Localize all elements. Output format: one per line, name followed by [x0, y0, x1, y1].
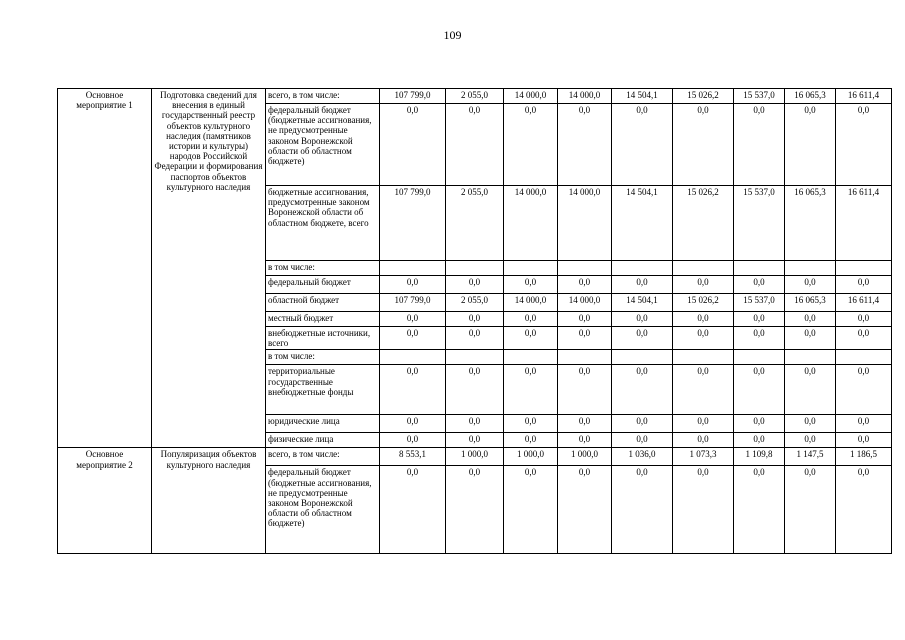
amount-cell: 0,0: [785, 415, 836, 433]
funding-source-cell: областной бюджет: [266, 294, 380, 312]
amount-cell: 0,0: [380, 276, 446, 294]
amount-cell: 0,0: [612, 415, 673, 433]
amount-cell: [380, 350, 446, 365]
amount-cell: 0,0: [734, 433, 785, 448]
amount-cell: [612, 350, 673, 365]
amount-cell: 107 799,0: [380, 186, 446, 261]
amount-cell: 1 000,0: [504, 448, 558, 466]
amount-cell: 0,0: [446, 365, 504, 415]
amount-cell: 2 055,0: [446, 186, 504, 261]
funding-source-cell: территориальные государственные внебюджетные фонды: [266, 365, 380, 415]
amount-cell: 0,0: [734, 327, 785, 350]
amount-cell: 0,0: [380, 433, 446, 448]
amount-cell: 16 065,3: [785, 89, 836, 104]
amount-cell: 15 537,0: [734, 186, 785, 261]
amount-cell: 0,0: [504, 415, 558, 433]
amount-cell: [558, 350, 612, 365]
amount-cell: 0,0: [380, 415, 446, 433]
amount-cell: 0,0: [446, 312, 504, 327]
amount-cell: 0,0: [734, 312, 785, 327]
funding-source-cell: внебюджетные источники, всего: [266, 327, 380, 350]
table-row: [58, 89, 892, 104]
amount-cell: 1 073,3: [673, 448, 734, 466]
amount-cell: 1 036,0: [612, 448, 673, 466]
amount-cell: 16 065,3: [785, 294, 836, 312]
event-name-cell: Основное мероприятие 2: [58, 448, 152, 554]
funding-source-cell: федеральный бюджет (бюджетные ассигнования, не предусмотренные законом Воронежской области об областном бюджете): [266, 466, 380, 554]
amount-cell: [558, 261, 612, 276]
amount-cell: [785, 350, 836, 365]
amount-cell: 0,0: [446, 327, 504, 350]
amount-cell: 0,0: [446, 466, 504, 554]
amount-cell: 0,0: [785, 327, 836, 350]
amount-cell: 16 065,3: [785, 186, 836, 261]
amount-cell: [836, 350, 892, 365]
amount-cell: 0,0: [558, 433, 612, 448]
amount-cell: 8 553,1: [380, 448, 446, 466]
amount-cell: 15 026,2: [673, 294, 734, 312]
amount-cell: 0,0: [612, 365, 673, 415]
amount-cell: 0,0: [612, 466, 673, 554]
amount-cell: 0,0: [446, 276, 504, 294]
amount-cell: 0,0: [504, 365, 558, 415]
amount-cell: 1 186,5: [836, 448, 892, 466]
funding-source-cell: всего, в том числе:: [266, 448, 380, 466]
amount-cell: 0,0: [380, 327, 446, 350]
amount-cell: 14 000,0: [558, 186, 612, 261]
amount-cell: 0,0: [612, 327, 673, 350]
funding-source-cell: в том числе:: [266, 261, 380, 276]
funding-source-cell: в том числе:: [266, 350, 380, 365]
funding-source-cell: бюджетные ассигнования, предусмотренные законом Воронежской области об областном бюджете, всего: [266, 186, 380, 261]
table-row: [58, 448, 892, 466]
amount-cell: 0,0: [785, 312, 836, 327]
amount-cell: 14 504,1: [612, 294, 673, 312]
amount-cell: [446, 261, 504, 276]
event-name-cell: Основное мероприятие 1: [58, 89, 152, 448]
amount-cell: 14 000,0: [504, 89, 558, 104]
amount-cell: [734, 261, 785, 276]
amount-cell: 14 000,0: [558, 294, 612, 312]
amount-cell: 2 055,0: [446, 89, 504, 104]
amount-cell: 0,0: [673, 327, 734, 350]
amount-cell: 15 537,0: [734, 89, 785, 104]
amount-cell: 0,0: [673, 466, 734, 554]
amount-cell: 0,0: [785, 104, 836, 186]
amount-cell: 0,0: [734, 276, 785, 294]
amount-cell: 0,0: [836, 104, 892, 186]
amount-cell: [785, 261, 836, 276]
amount-cell: [673, 350, 734, 365]
amount-cell: 0,0: [836, 276, 892, 294]
amount-cell: 0,0: [785, 365, 836, 415]
page-number: 109: [443, 28, 462, 42]
amount-cell: 0,0: [558, 312, 612, 327]
amount-cell: 0,0: [673, 415, 734, 433]
amount-cell: 16 611,4: [836, 89, 892, 104]
funding-source-cell: юридические лица: [266, 415, 380, 433]
amount-cell: 2 055,0: [446, 294, 504, 312]
amount-cell: [504, 350, 558, 365]
amount-cell: 0,0: [504, 104, 558, 186]
amount-cell: 15 026,2: [673, 89, 734, 104]
amount-cell: 0,0: [673, 104, 734, 186]
amount-cell: 0,0: [446, 415, 504, 433]
amount-cell: 0,0: [446, 104, 504, 186]
amount-cell: 0,0: [734, 104, 785, 186]
amount-cell: 0,0: [558, 365, 612, 415]
amount-cell: 0,0: [673, 433, 734, 448]
amount-cell: 0,0: [380, 466, 446, 554]
budget-table: [57, 88, 892, 554]
amount-cell: 1 000,0: [446, 448, 504, 466]
amount-cell: 0,0: [836, 433, 892, 448]
amount-cell: 1 000,0: [558, 448, 612, 466]
amount-cell: [612, 261, 673, 276]
amount-cell: 0,0: [558, 276, 612, 294]
amount-cell: 0,0: [836, 365, 892, 415]
amount-cell: 0,0: [558, 466, 612, 554]
amount-cell: 0,0: [612, 104, 673, 186]
amount-cell: 0,0: [836, 312, 892, 327]
amount-cell: [836, 261, 892, 276]
amount-cell: 14 504,1: [612, 186, 673, 261]
amount-cell: 0,0: [446, 433, 504, 448]
amount-cell: 0,0: [673, 365, 734, 415]
amount-cell: 0,0: [558, 415, 612, 433]
amount-cell: [380, 261, 446, 276]
amount-cell: 0,0: [612, 433, 673, 448]
amount-cell: 0,0: [673, 312, 734, 327]
amount-cell: [673, 261, 734, 276]
amount-cell: 14 000,0: [504, 294, 558, 312]
amount-cell: 14 000,0: [504, 186, 558, 261]
amount-cell: 0,0: [836, 415, 892, 433]
amount-cell: 107 799,0: [380, 89, 446, 104]
amount-cell: 16 611,4: [836, 294, 892, 312]
funding-source-cell: всего, в том числе:: [266, 89, 380, 104]
amount-cell: 107 799,0: [380, 294, 446, 312]
amount-cell: 14 504,1: [612, 89, 673, 104]
funding-source-cell: физические лица: [266, 433, 380, 448]
amount-cell: 0,0: [558, 104, 612, 186]
amount-cell: 0,0: [734, 415, 785, 433]
amount-cell: 0,0: [785, 276, 836, 294]
amount-cell: 15 026,2: [673, 186, 734, 261]
table-body: [58, 89, 892, 554]
amount-cell: 0,0: [673, 276, 734, 294]
amount-cell: 15 537,0: [734, 294, 785, 312]
amount-cell: [734, 350, 785, 365]
funding-source-cell: федеральный бюджет: [266, 276, 380, 294]
funding-source-cell: местный бюджет: [266, 312, 380, 327]
amount-cell: 0,0: [504, 327, 558, 350]
amount-cell: [504, 261, 558, 276]
amount-cell: 0,0: [504, 433, 558, 448]
amount-cell: 0,0: [836, 327, 892, 350]
amount-cell: 0,0: [612, 312, 673, 327]
event-description-cell: Подготовка сведений для внесения в единый государственный реестр объектов культурного наследия (памятников истории и культуры) народов Российской Федерации и формирования паспортов объектов культурного наследия: [152, 89, 266, 448]
amount-cell: 0,0: [836, 466, 892, 554]
amount-cell: 0,0: [380, 365, 446, 415]
amount-cell: 0,0: [504, 276, 558, 294]
amount-cell: 0,0: [785, 433, 836, 448]
amount-cell: 0,0: [504, 466, 558, 554]
amount-cell: 16 611,4: [836, 186, 892, 261]
amount-cell: 0,0: [734, 365, 785, 415]
amount-cell: 1 147,5: [785, 448, 836, 466]
amount-cell: 0,0: [785, 466, 836, 554]
amount-cell: 0,0: [380, 104, 446, 186]
amount-cell: 0,0: [380, 312, 446, 327]
amount-cell: 0,0: [734, 466, 785, 554]
amount-cell: 14 000,0: [558, 89, 612, 104]
funding-source-cell: федеральный бюджет (бюджетные ассигнования, не предусмотренные законом Воронежской области об областном бюджете): [266, 104, 380, 186]
amount-cell: 0,0: [504, 312, 558, 327]
event-description-cell: Популяризация объектов культурного наследия: [152, 448, 266, 554]
amount-cell: 0,0: [612, 276, 673, 294]
amount-cell: 0,0: [558, 327, 612, 350]
amount-cell: 1 109,8: [734, 448, 785, 466]
amount-cell: [446, 350, 504, 365]
